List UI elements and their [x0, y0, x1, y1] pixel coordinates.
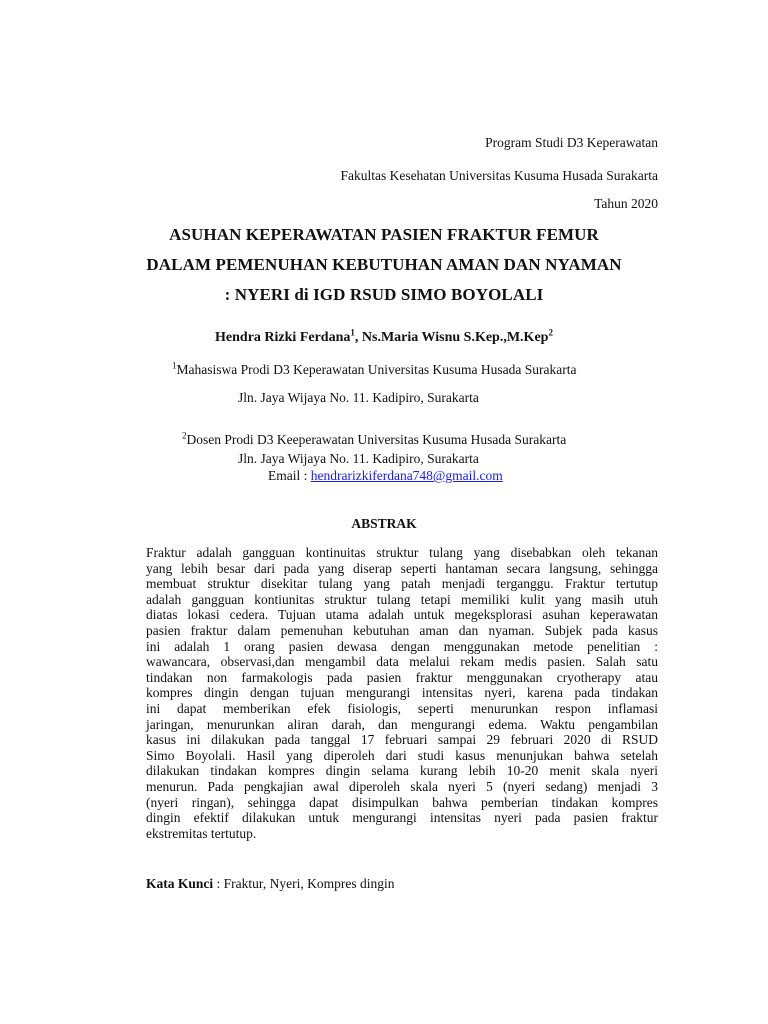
keywords-text: Fraktur, Nyeri, Kompres dingin	[223, 876, 395, 891]
title-line-2: DALAM PEMENUHAN KEBUTUHAN AMAN DAN NYAMAN	[146, 255, 622, 274]
author-2: Ns.Maria Wisnu S.Kep.,M.Kep	[361, 330, 549, 345]
affiliation-2-superscript: 2	[182, 430, 187, 441]
abstract-line: diatas lokasi cedera. Tujuan utama adalah untuk megeksplorasi asuhan keperawatan	[146, 607, 658, 623]
abstract-line: dilakukan tindakan kompres dingin selama kurang lebih 10-20 menit skala nyeri	[146, 763, 658, 779]
abstract-line: pasien fraktur dalam pemenuhan kebutuhan aman dan nyaman. Subjek pada kasus	[146, 622, 658, 638]
header-faculty: Fakultas Kesehatan Universitas Kusuma Husada Surakarta	[340, 168, 658, 183]
abstract-line: Simo Boyolali. Hasil yang diperoleh dari studi kasus menunjukan bahwa setelah	[146, 747, 658, 763]
abstract-line: kasus ini dilakukan pada tanggal 17 februari sampai 29 februari 2020 di RSUD	[146, 732, 658, 748]
abstract-line: ini adalah 1 orang pasien dewasa dengan menggunakan metode penelitian :	[146, 638, 658, 654]
header-program: Program Studi D3 Keperawatan	[485, 135, 658, 150]
author-2-superscript: 2	[548, 327, 553, 338]
affiliation-2-address: Jln. Jaya Wijaya No. 11. Kadipiro, Surakarta	[238, 451, 479, 466]
affiliation-1-text: Mahasiswa Prodi D3 Keperawatan Universitas Kusuma Husada Surakarta	[176, 362, 577, 377]
abstract-line: tindakan non farmakologis pada pasien fraktur menggunakan cryotherapy atau	[146, 669, 658, 685]
abstract-line: ekstremitas tertutup.	[146, 825, 257, 841]
affiliation-1-address: Jln. Jaya Wijaya No. 11. Kadipiro, Surakarta	[238, 390, 479, 405]
affiliation-2	[182, 432, 566, 448]
author-separator: ,	[354, 330, 362, 345]
keywords-line	[146, 876, 394, 892]
keywords-separator: :	[213, 876, 224, 891]
abstract-body	[146, 545, 658, 841]
abstract-line: Fraktur adalah gangguan kontinuitas struktur tulang yang disebabkan oleh tekanan	[146, 545, 658, 560]
affiliation-1-superscript: 1	[172, 360, 177, 371]
author-1: Hendra Rizki Ferdana	[215, 330, 351, 345]
keywords-label: Kata Kunci	[146, 876, 214, 891]
abstract-line: dingin efektif dilakukan untuk mengurangi intensitas nyeri pada pasien fraktur	[146, 810, 658, 826]
abstract-heading: ABSTRAK	[351, 516, 417, 531]
email-label: Email :	[268, 468, 311, 483]
abstract-line: wawancara, observasi,dan mengambil data melalui rekam medis pasien. Salah satu	[146, 654, 658, 670]
authors-line	[0, 327, 768, 346]
abstract-line: menurun. Pada pengkajian awal diperoleh skala nyeri 5 (nyeri sedang) menjadi 3	[146, 778, 658, 794]
author-1-superscript: 1	[350, 327, 355, 338]
email-line	[268, 468, 503, 484]
title-line-1: ASUHAN KEPERAWATAN PASIEN FRAKTUR FEMUR	[169, 225, 599, 244]
abstract-line: jaringan, menurunkan aliran darah, dan mengurangi edema. Waktu pengambilan	[146, 716, 658, 732]
abstract-line: adalah gangguan kontiunitas struktur tulang tetapi memiliki kulit yang masih utuh	[146, 591, 658, 607]
affiliation-1	[172, 362, 577, 378]
abstract-line: kompres dingin dengan tujuan mengurangi intensitas nyeri, karena pada tindakan	[146, 685, 658, 701]
abstract-line: (nyeri ringan), sehingga dapat disimpulkan bahwa pemberian tindakan kompres	[146, 794, 658, 810]
title-line-3: : NYERI di IGD RSUD SIMO BOYOLALI	[224, 285, 544, 304]
affiliation-2-text: Dosen Prodi D3 Keeperawatan Universitas Kusuma Husada Surakarta	[186, 432, 567, 447]
abstract-line: membuat struktur disekitar tulang yang patah menjadi terganggu. Fraktur tertutup	[146, 576, 658, 592]
email-link[interactable]: hendrarizkiferdana748@gmail.com	[310, 468, 503, 483]
abstract-line: ini dapat memberikan efek fisiologis, seperti menurunkan respon inflamasi	[146, 700, 658, 716]
header-year: Tahun 2020	[594, 196, 658, 211]
abstract-line: yang lebih besar dari pada yang diserap seperti hantaman secara langsung, sehingga	[146, 560, 658, 576]
